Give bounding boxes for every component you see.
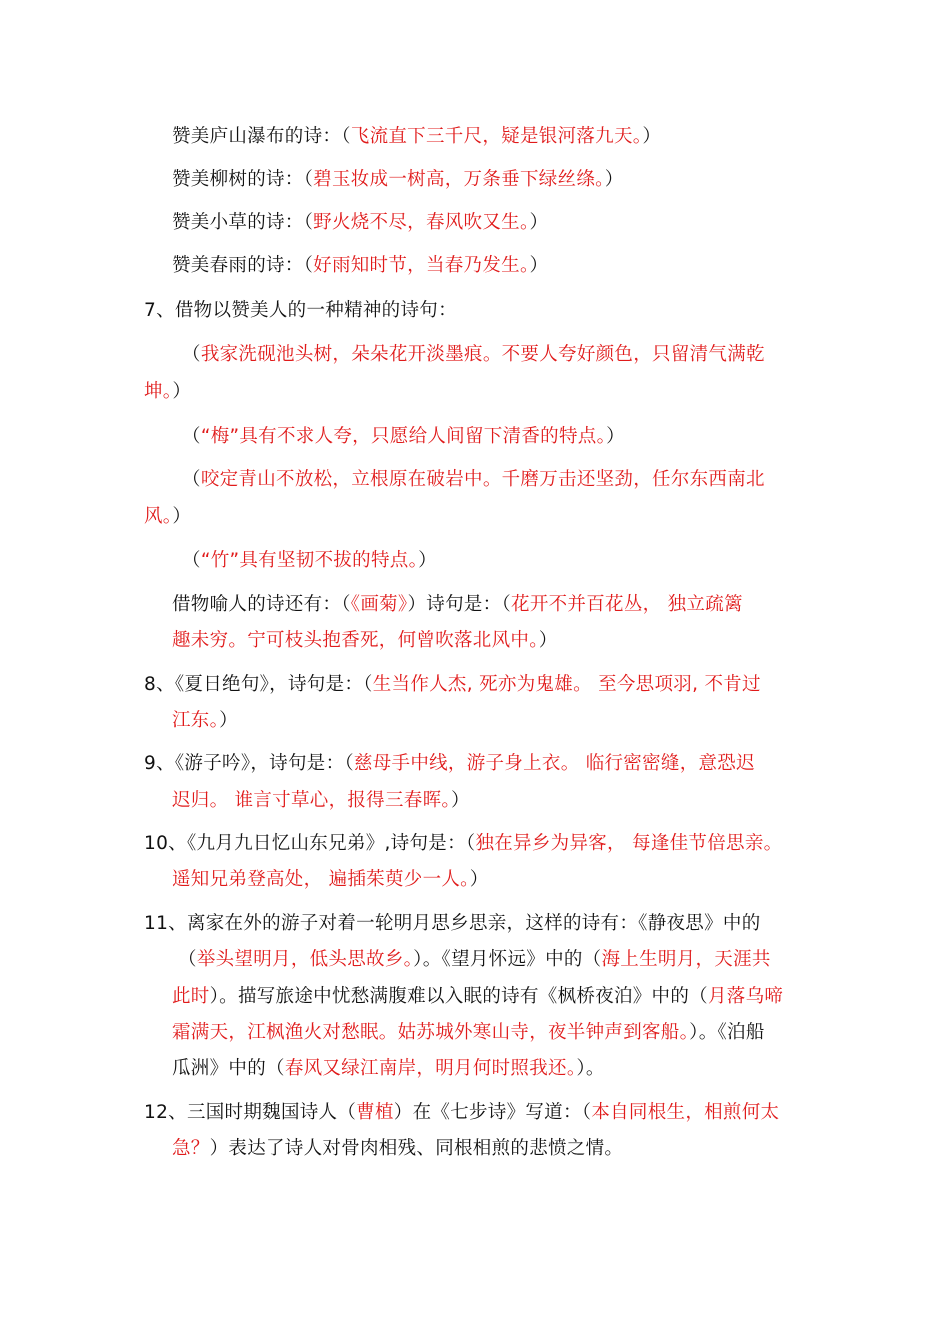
- line-bamboo-poem-2: [144, 504, 191, 530]
- paren-text: （: [182, 344, 201, 365]
- question-12-line-1: [144, 1100, 779, 1126]
- prompt-text: 赞美春雨的诗：（: [172, 255, 314, 276]
- prompt-text: ）在《七步诗》写道：（: [393, 1102, 592, 1123]
- answer-text: 迟归。 谁言寸草心，报得三春晖。: [172, 790, 451, 811]
- answer-text: 海上生明月，天涯共: [601, 949, 771, 970]
- answer-text: 我家洗砚池头树，朵朵花开淡墨痕。不要人夸好颜色，只留清气满乾: [200, 344, 765, 365]
- prompt-text: 7、借物以赞美人的一种精神的诗句：: [144, 300, 457, 321]
- answer-text: 生当作人杰, 死亦为鬼雄。 至今思项羽, 不肯过: [372, 674, 761, 695]
- answer-text: 曹植: [356, 1102, 394, 1123]
- question-10-line-1: [144, 831, 782, 857]
- prompt-text: 赞美小草的诗：（: [172, 212, 314, 233]
- answer-text: 江东。: [172, 710, 220, 731]
- line-plum-poem-1: [182, 342, 765, 368]
- question-7-heading: [144, 298, 457, 324]
- answer-text: 风。: [144, 506, 173, 527]
- question-10-line-2: [172, 867, 489, 893]
- answer-text: 举头望明月，低头思故乡。: [196, 949, 414, 970]
- paren-text: （: [182, 550, 201, 571]
- answer-text: 咬定青山不放松，立根原在破岩中。千磨万击还坚劲，任尔东西南北: [200, 469, 765, 490]
- paren-text: ）: [172, 381, 192, 402]
- prompt-text: 12、三国时期魏国诗人（: [144, 1102, 357, 1123]
- line-chrysanthemum-2: [172, 628, 558, 654]
- answer-text: 独在异乡为异客， 每逢佳节倍思亲。: [475, 833, 783, 854]
- prompt-text: ）诗句是：（: [407, 594, 512, 615]
- question-12-line-2: [172, 1136, 623, 1162]
- paren-text: ）: [604, 169, 624, 190]
- line-willow: [172, 167, 624, 193]
- prompt-text: 10、《九月九日忆山东兄弟》,诗句是：（: [144, 833, 476, 854]
- answer-text: 趣未穷。宁可枝头抱香死，何曾吹落北风中。: [172, 630, 539, 651]
- answer-text: 此时: [172, 986, 210, 1007]
- paren-text: ）: [642, 126, 662, 147]
- question-11-line-2: [178, 947, 771, 973]
- paren-text: ）。: [576, 1058, 605, 1079]
- question-11-line-1: [144, 911, 761, 937]
- answer-title: 《画菊》: [350, 594, 408, 615]
- answer-text: 花开不并百花丛， 独立疏篱: [511, 594, 743, 615]
- paren-text: ）: [172, 506, 192, 527]
- paren-text: （: [182, 426, 201, 447]
- answer-text: 碧玉妆成一树高，万条垂下绿丝绦。: [313, 169, 605, 190]
- line-spring-rain: [172, 253, 548, 279]
- paren-text: （: [178, 949, 197, 970]
- answer-text: 本自同根生，相煎何太: [591, 1102, 780, 1123]
- prompt-text: ）。描写旅途中忧愁满腹难以入眠的诗有《枫桥夜泊》中的（: [209, 986, 708, 1007]
- answer-text: “梅”具有不求人夸，只愿给人间留下清香的特点。: [200, 426, 607, 447]
- prompt-text: 9、《游子吟》，诗句是：（: [144, 753, 354, 774]
- prompt-text: 赞美柳树的诗：（: [172, 169, 314, 190]
- line-bamboo-trait: [182, 548, 437, 574]
- line-grass: [172, 210, 548, 236]
- answer-text: 急？: [172, 1138, 210, 1159]
- paren-text: （: [182, 469, 201, 490]
- question-11-line-3: [172, 984, 783, 1010]
- line-plum-trait: [182, 424, 625, 450]
- question-9-line-2: [172, 788, 470, 814]
- question-8-line-1: [144, 672, 761, 698]
- question-11-line-4: [172, 1020, 765, 1046]
- paren-text: ）: [450, 790, 470, 811]
- answer-text: 遥知兄弟登高处， 遍插茱萸少一人。: [172, 869, 470, 890]
- paren-text: ）: [219, 710, 238, 731]
- answer-text: “竹”具有坚韧不拔的特点。: [200, 550, 419, 571]
- answer-text: 霜满天，江枫渔火对愁眠。姑苏城外寒山寺，夜半钟声到客船。: [172, 1022, 690, 1043]
- prompt-text: ）。《泊船: [689, 1022, 765, 1043]
- paren-text: ）: [538, 630, 558, 651]
- answer-text: 飞流直下三千尺，疑是银河落九天。: [350, 126, 643, 147]
- question-8-line-2: [172, 708, 238, 734]
- question-9-line-1: [144, 751, 755, 777]
- answer-text: 野火烧不尽，春风吹又生。: [313, 212, 530, 233]
- answer-text: 月落乌啼: [707, 986, 784, 1007]
- question-11-line-5: [172, 1056, 605, 1082]
- prompt-text: ）表达了诗人对骨肉相残、同根相煎的悲愤之情。: [209, 1138, 624, 1159]
- paren-text: ）: [529, 255, 549, 276]
- line-lushan-waterfall: [172, 124, 661, 150]
- prompt-text: ）。《望月怀远》中的（: [413, 949, 602, 970]
- paren-text: ）: [418, 550, 437, 571]
- prompt-text: 赞美庐山瀑布的诗：（: [172, 126, 351, 147]
- paren-text: ）: [469, 869, 489, 890]
- prompt-text: 借物喻人的诗还有：（: [172, 594, 351, 615]
- line-plum-poem-2: [144, 379, 191, 405]
- paren-text: ）: [529, 212, 549, 233]
- paren-text: ）: [606, 426, 625, 447]
- prompt-text: 瓜洲》中的（: [172, 1058, 285, 1079]
- prompt-text: 11、离家在外的游子对着一轮明月思乡思亲，这样的诗有：《静夜思》中的: [144, 913, 761, 934]
- line-chrysanthemum-1: [172, 592, 743, 618]
- answer-text: 坤。: [144, 381, 173, 402]
- prompt-text: 8、《夏日绝句》，诗句是：（: [144, 674, 373, 695]
- answer-text: 春风又绿江南岸，明月何时照我还。: [284, 1058, 577, 1079]
- line-bamboo-poem-1: [182, 467, 765, 493]
- answer-text: 慈母手中线，游子身上衣。 临行密密缝，意恐迟: [353, 753, 755, 774]
- answer-text: 好雨知时节，当春乃发生。: [313, 255, 530, 276]
